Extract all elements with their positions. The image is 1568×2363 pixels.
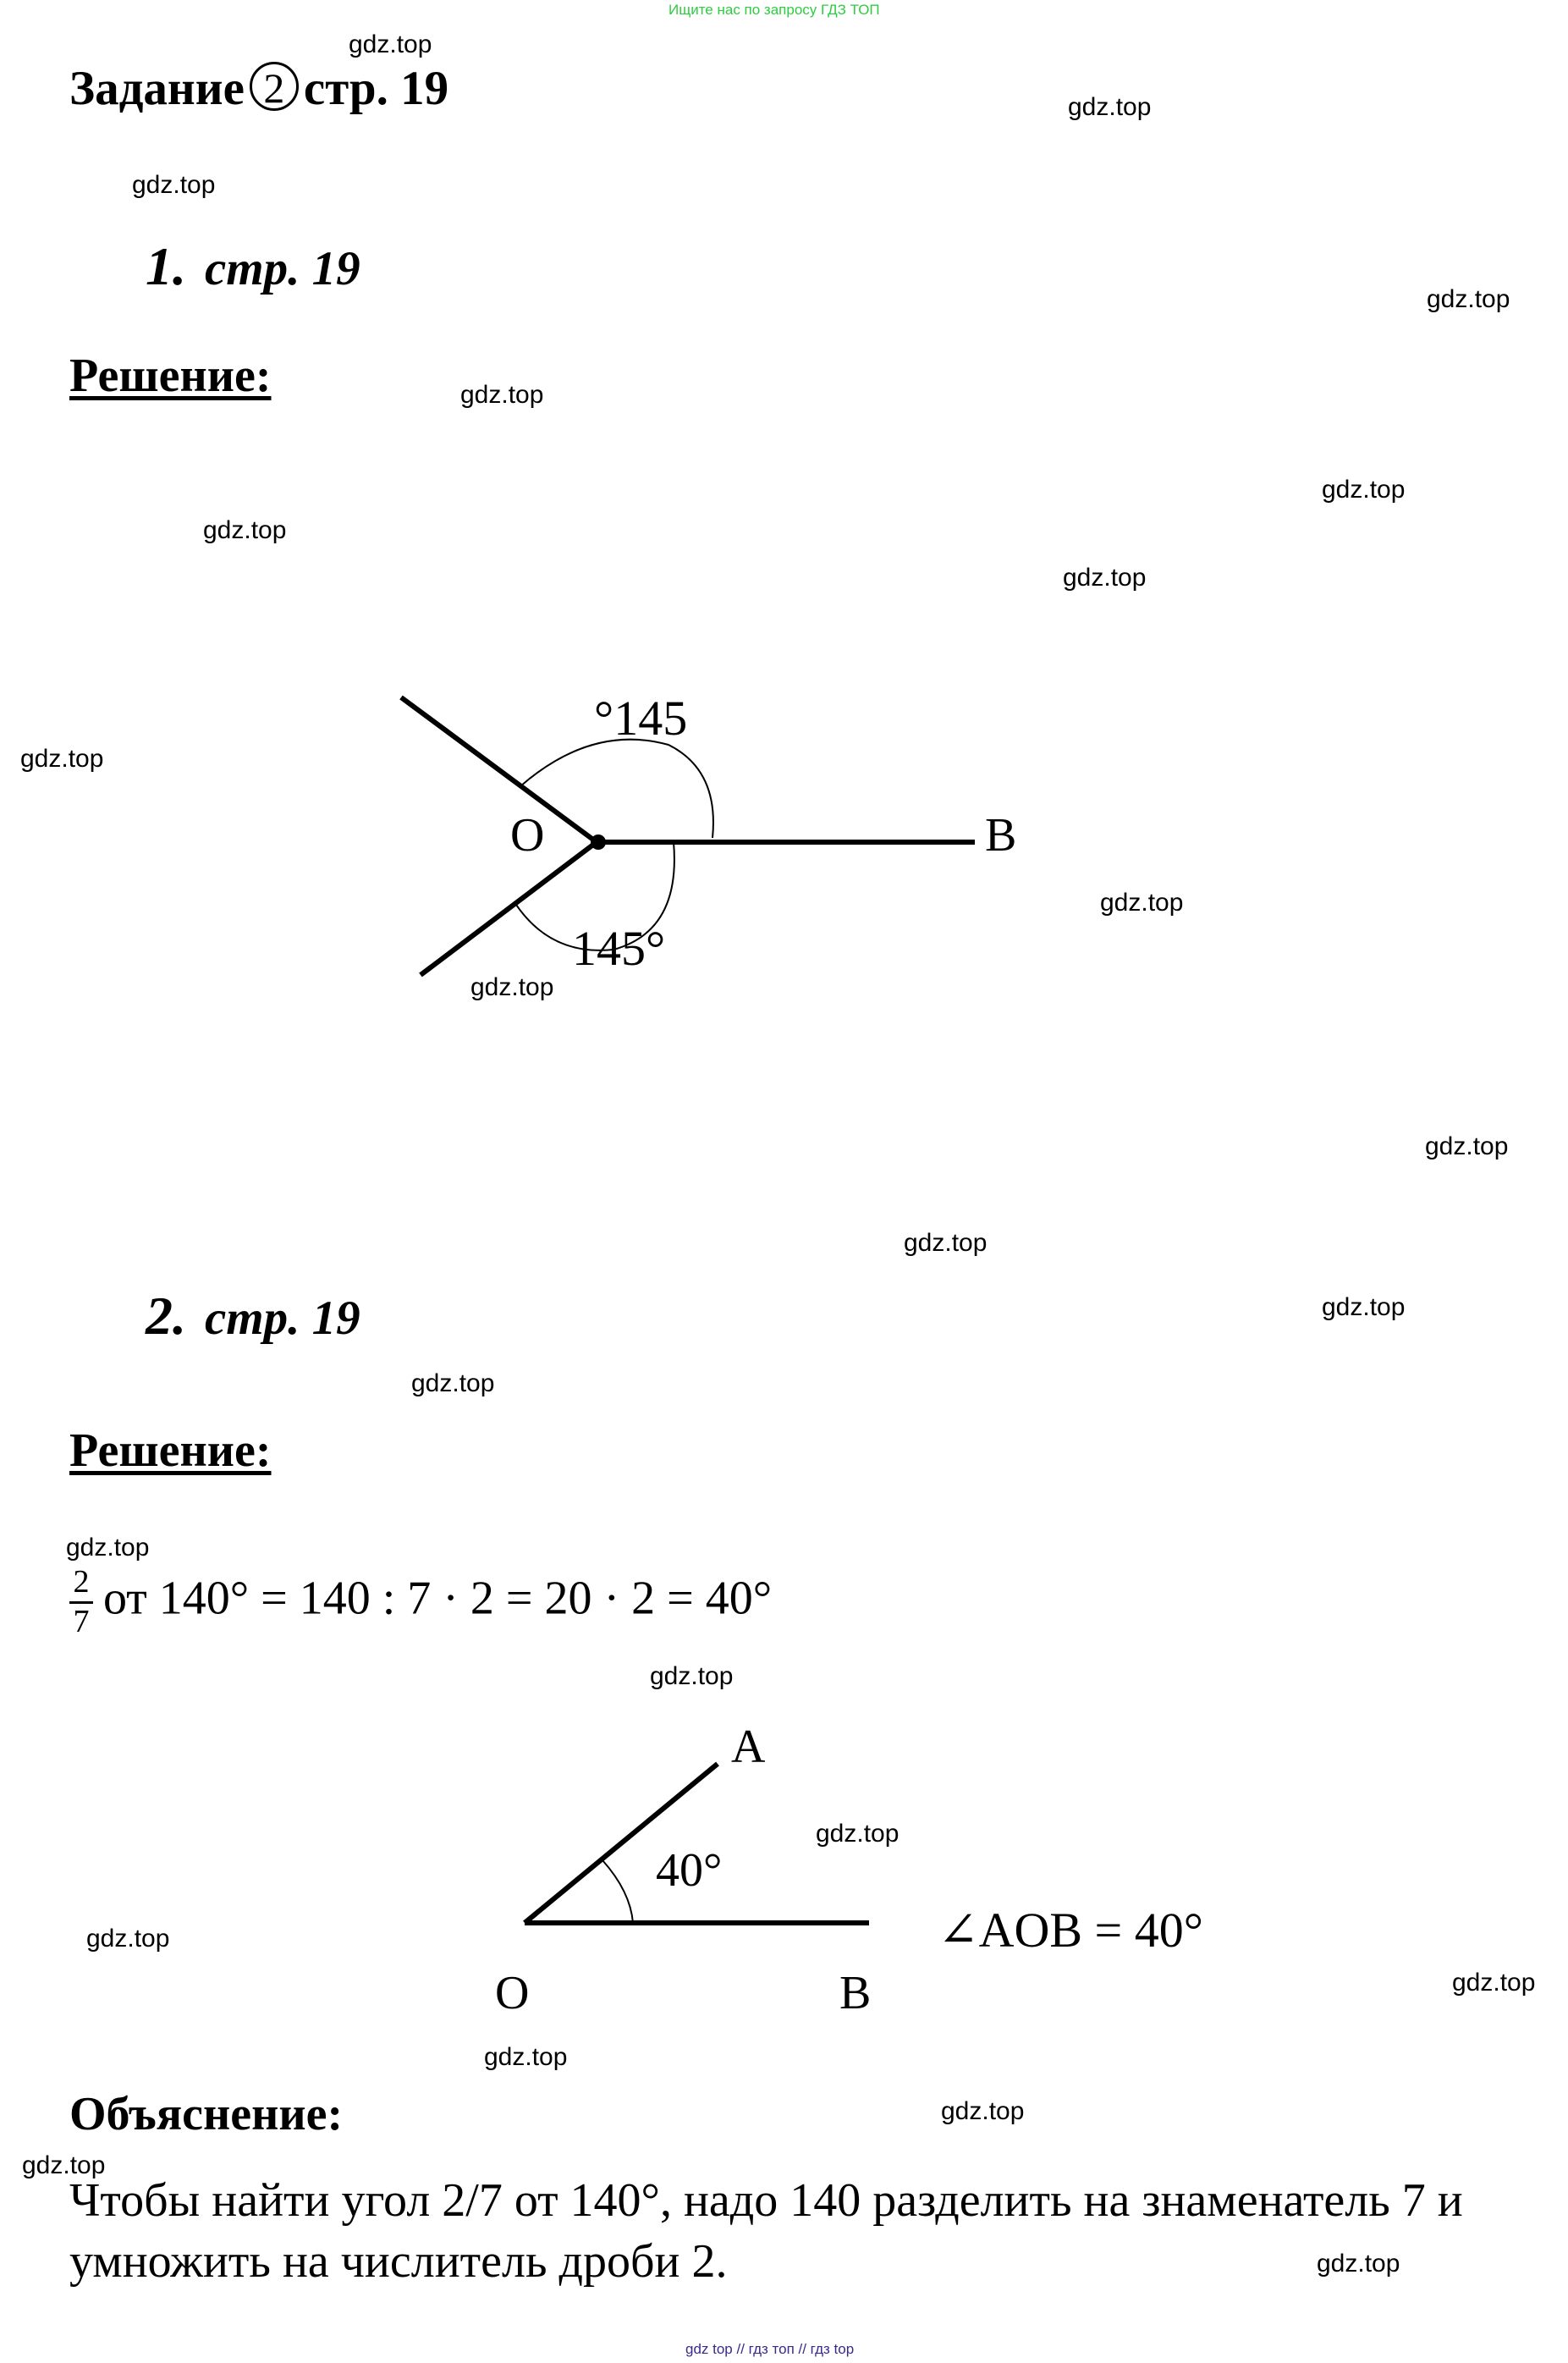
fraction (69, 1566, 93, 1639)
calculation-text: от 140° = 140 : 7 · 2 = 20 · 2 = 40° (103, 1572, 773, 1625)
watermark: gdz.top (1100, 889, 1184, 917)
label-b-2: B (839, 1967, 872, 2019)
watermark: gdz.top (20, 745, 104, 773)
watermark: gdz.top (1322, 476, 1406, 504)
watermark: gdz.top (1063, 564, 1147, 592)
watermark: gdz.top (132, 171, 216, 199)
watermark: gdz.top (349, 30, 432, 58)
watermark: gdz.top (1322, 1293, 1406, 1321)
angle-label-40: 40° (656, 1844, 723, 1897)
part2-solution-heading: Решение: (69, 1424, 272, 1477)
watermark: gdz.top (86, 1925, 170, 1953)
part1-page: стр. 19 (205, 242, 360, 295)
part1-solution-heading: Решение: (69, 350, 272, 402)
angle-label-bottom: 145° (572, 921, 666, 976)
watermark: gdz.top (484, 2043, 568, 2071)
bottom-banner: gdz top // гдз топ // гдз top (685, 2341, 855, 2357)
watermark: gdz.top (66, 1534, 150, 1562)
watermark: gdz.top (1068, 93, 1152, 121)
angle-label-top: °145 (594, 691, 688, 746)
explanation-heading: Объяснение: (69, 2088, 344, 2140)
watermark: gdz.top (650, 1662, 734, 1690)
label-o-1: O (510, 809, 545, 862)
fraction-denominator: 7 (73, 1603, 90, 1639)
part1-number: 1. (146, 236, 186, 296)
watermark: gdz.top (411, 1369, 495, 1397)
watermark: gdz.top (470, 973, 554, 1001)
watermark: gdz.top (941, 2097, 1025, 2125)
watermark: gdz.top (1427, 285, 1510, 313)
part2-number: 2. (146, 1286, 186, 1346)
ray-upper (401, 697, 597, 842)
watermark: gdz.top (22, 2151, 106, 2179)
watermark: gdz.top (816, 1820, 900, 1848)
watermark: gdz.top (1317, 2250, 1400, 2278)
vertex-point (591, 834, 606, 850)
watermark: gdz.top (203, 516, 287, 544)
top-banner: Ищите нас по запросу ГДЗ ТОП (668, 2, 880, 18)
figure-1 (401, 691, 1016, 976)
task-number-badge: 2 (250, 62, 299, 111)
watermark: gdz.top (904, 1229, 988, 1257)
label-b-1: B (985, 809, 1017, 862)
watermark: gdz.top (1452, 1969, 1536, 1997)
ray-lower (421, 842, 597, 975)
arc-top (520, 740, 713, 838)
figure-2 (495, 1721, 1203, 2019)
label-o-2: O (495, 1967, 530, 2019)
explanation-text: Чтобы найти угол 2/7 от 140°, надо 140 разделить на знаменатель 7 и умножить на числитель дроби 2. (69, 2174, 1463, 2288)
title-page: стр. 19 (303, 62, 449, 115)
result-formula: ∠AOB = 40° (938, 1903, 1203, 1958)
watermark: gdz.top (1425, 1132, 1509, 1160)
ray-oa (525, 1764, 718, 1923)
label-a-2: A (731, 1721, 766, 1773)
calculation-line (69, 1566, 772, 1639)
part2-page: стр. 19 (205, 1292, 360, 1345)
title-prefix: Задание (69, 62, 245, 115)
watermark: gdz.top (460, 381, 544, 409)
part2-title (146, 1285, 360, 1347)
fraction-numerator: 2 (73, 1564, 90, 1600)
arc-40 (602, 1860, 633, 1923)
